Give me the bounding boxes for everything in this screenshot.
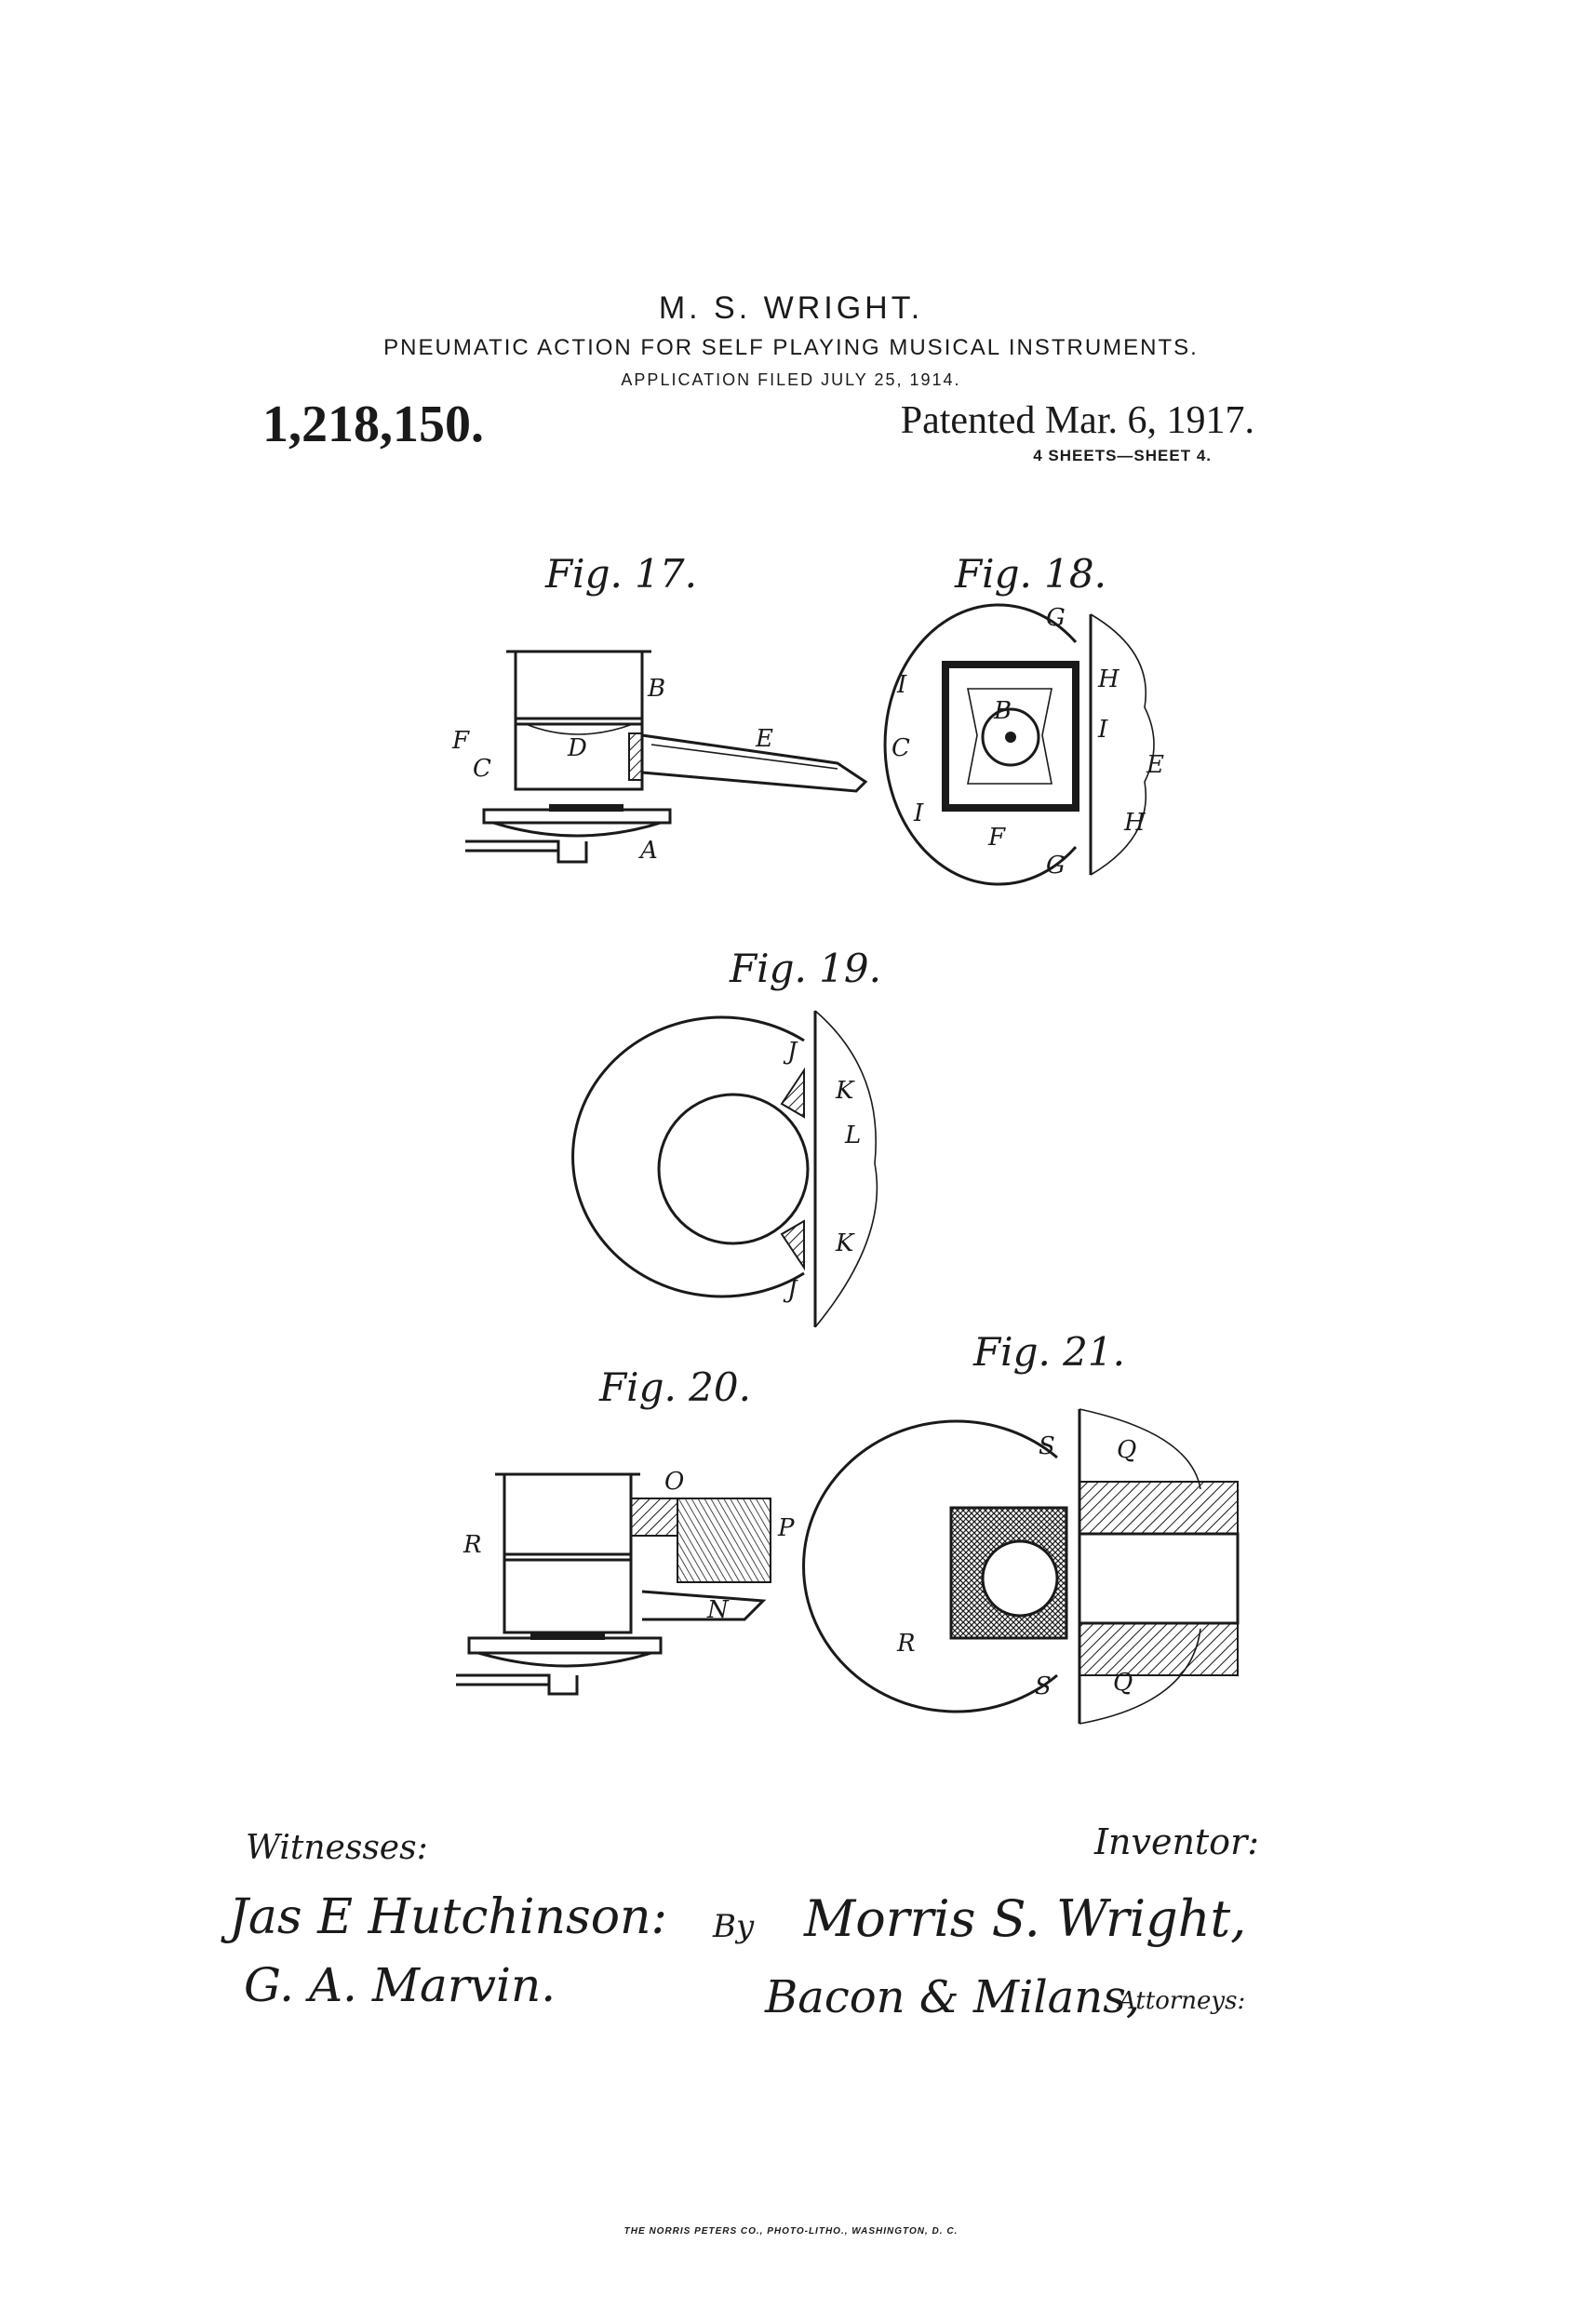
application-filed: APPLICATION FILED JULY 25, 1914. xyxy=(621,370,961,389)
fig-17-letter-d: D xyxy=(568,734,587,762)
fig-18-letter-c: C xyxy=(892,734,910,762)
fig-18-letter-i-bottom: I xyxy=(914,799,924,827)
fig-20-label: Fig. 20. xyxy=(599,1364,751,1410)
fig-19-label: Fig. 19. xyxy=(730,946,881,991)
fig-21-label: Fig. 21. xyxy=(973,1329,1125,1375)
by-label: By xyxy=(713,1908,755,1945)
witnesses-label: Witnesses: xyxy=(246,1829,428,1867)
inventor-signature: Morris S. Wright, xyxy=(804,1889,1247,1948)
fig-18-letter-i-left: I xyxy=(897,671,907,699)
fig-19-letter-j-bottom: J xyxy=(787,1276,798,1304)
patented-date: Patented Mar. 6, 1917. xyxy=(900,399,1254,442)
fig-21-letter-q-bottom: Q xyxy=(1113,1669,1133,1697)
inventor-label: Inventor: xyxy=(1094,1821,1260,1862)
witness-2-signature: G. A. Marvin. xyxy=(244,1958,556,2012)
fig-17-drawing xyxy=(451,652,865,865)
patent-title: PNEUMATIC ACTION FOR SELF PLAYING MUSICAL INSTRUMENTS. xyxy=(383,335,1199,360)
witness-1-signature: Jas E Hutchinson: xyxy=(229,1889,668,1945)
fig-19-letter-l: L xyxy=(845,1122,862,1149)
fig-21-letter-s-top: S xyxy=(1039,1432,1055,1460)
fig-18-letter-h-top: H xyxy=(1098,665,1119,693)
fig-19-drawing xyxy=(573,1011,878,1327)
fig-18-letter-g-top: G xyxy=(1046,604,1066,632)
patent-number: 1,218,150. xyxy=(262,396,484,453)
inventor-name: M. S. WRIGHT. xyxy=(658,290,924,326)
fig-17-letter-e: E xyxy=(756,725,773,753)
fig-18-letter-g-bottom: G xyxy=(1046,852,1066,880)
fig-18-letter-h-bottom: H xyxy=(1124,809,1146,837)
attorneys-signature: Bacon & Milans, xyxy=(765,1971,1141,2023)
fig-21-letter-s-bottom: S xyxy=(1035,1672,1052,1700)
fig-18-drawing xyxy=(885,604,1164,884)
fig-17-letter-f: F xyxy=(452,727,470,755)
fig-18-letter-f: F xyxy=(988,824,1006,852)
fig-19-letter-k-bottom: K xyxy=(836,1229,854,1257)
fig-18-label: Fig. 18. xyxy=(955,551,1106,597)
printer-credit: THE NORRIS PETERS CO., PHOTO-LITHO., WASHINGTON, D. C. xyxy=(623,2226,959,2237)
fig-20-drawing xyxy=(456,1468,795,1694)
fig-17-label: Fig. 17. xyxy=(545,551,697,597)
fig-17-letter-a: A xyxy=(640,837,658,865)
fig-20-letter-n: N xyxy=(707,1596,729,1624)
fig-18-letter-b: B xyxy=(994,697,1012,725)
fig-19-letter-k-top: K xyxy=(836,1077,854,1105)
fig-20-letter-o: O xyxy=(664,1468,685,1496)
fig-18-letter-e: E xyxy=(1146,751,1164,779)
fig-17-letter-b: B xyxy=(648,675,666,703)
fig-20-letter-p: P xyxy=(778,1514,795,1542)
fig-20-letter-r: R xyxy=(463,1531,482,1559)
fig-21-drawing xyxy=(804,1409,1238,1724)
fig-21-letter-q-top: Q xyxy=(1117,1436,1137,1464)
fig-19-letter-j-top: J xyxy=(787,1038,798,1066)
fig-21-letter-r: R xyxy=(897,1630,916,1658)
attorneys-label: Attorneys: xyxy=(1119,1987,1246,2015)
sheet-count: 4 SHEETS—SHEET 4. xyxy=(1033,447,1212,464)
fig-18-letter-i-right: I xyxy=(1098,716,1108,744)
fig-17-letter-c: C xyxy=(473,755,491,783)
